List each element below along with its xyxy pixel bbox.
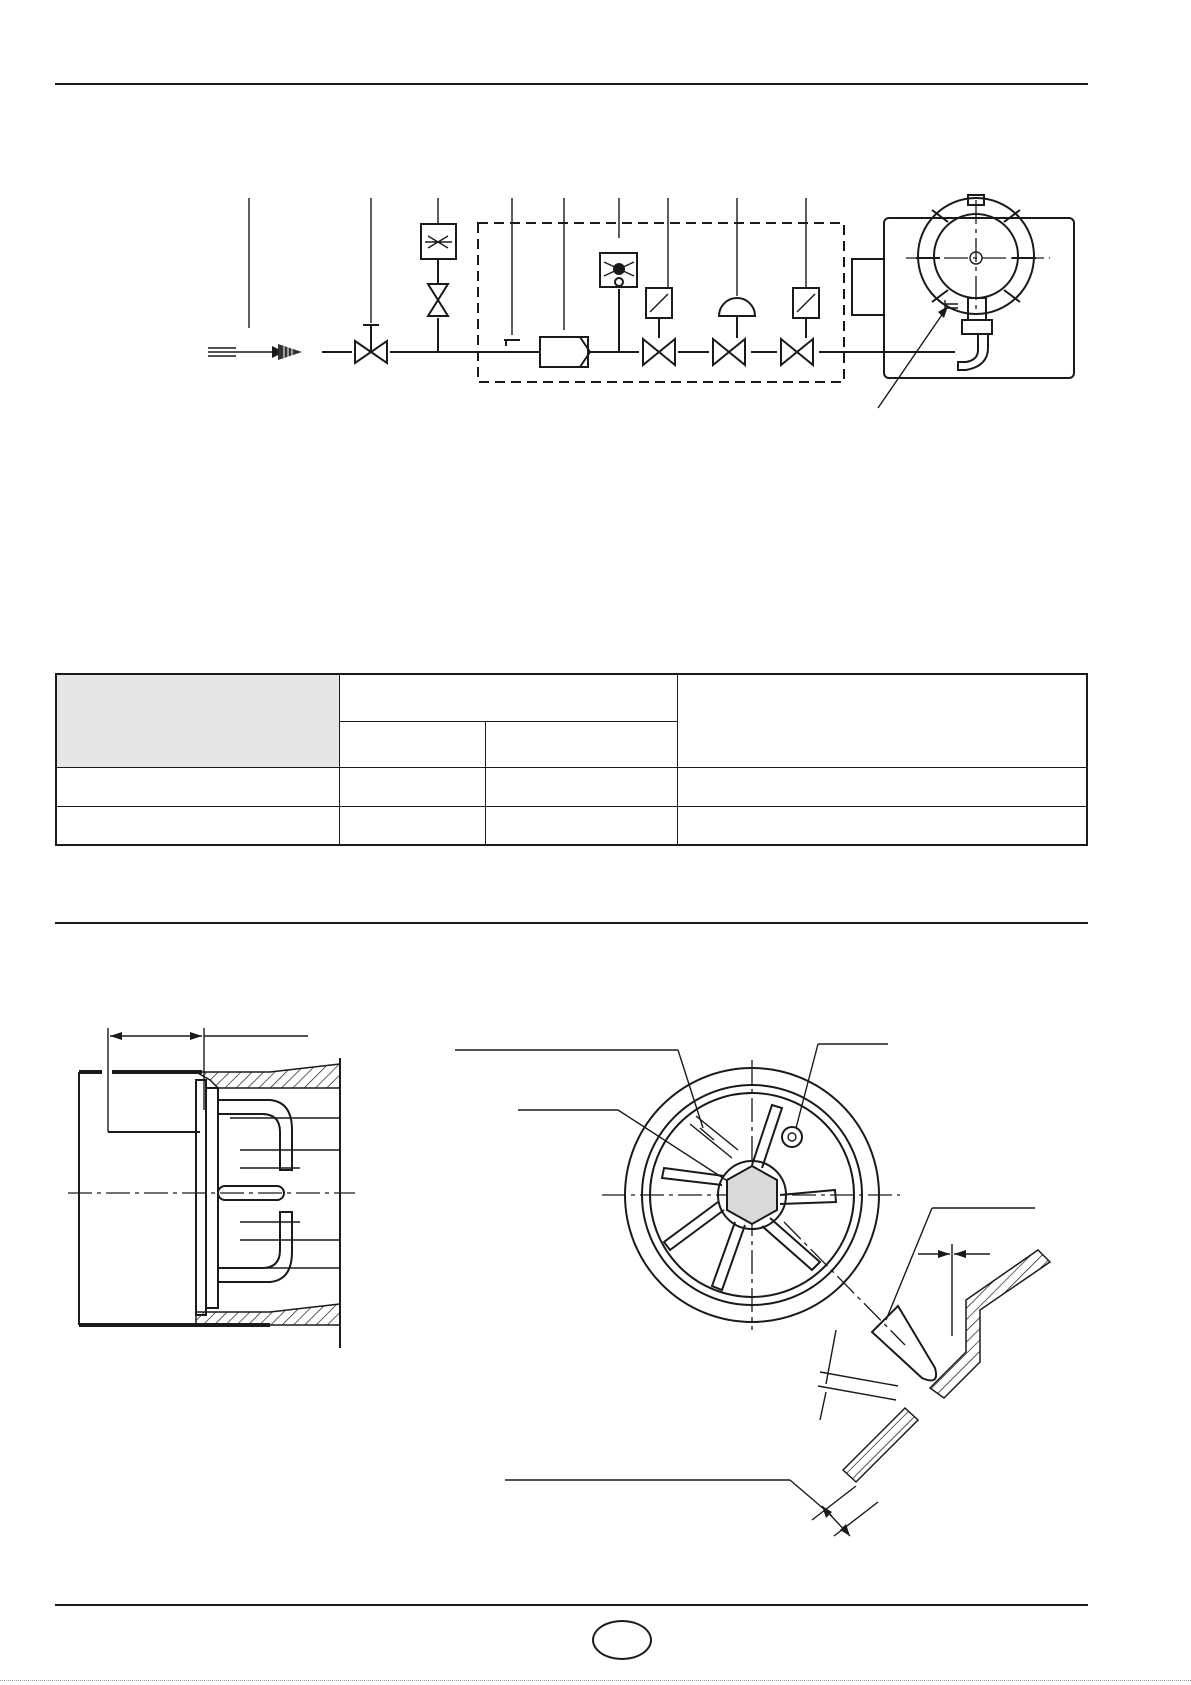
page-edge — [0, 1680, 1191, 1681]
page-number-oval — [592, 1620, 652, 1660]
bottom-rule — [55, 1604, 1088, 1606]
